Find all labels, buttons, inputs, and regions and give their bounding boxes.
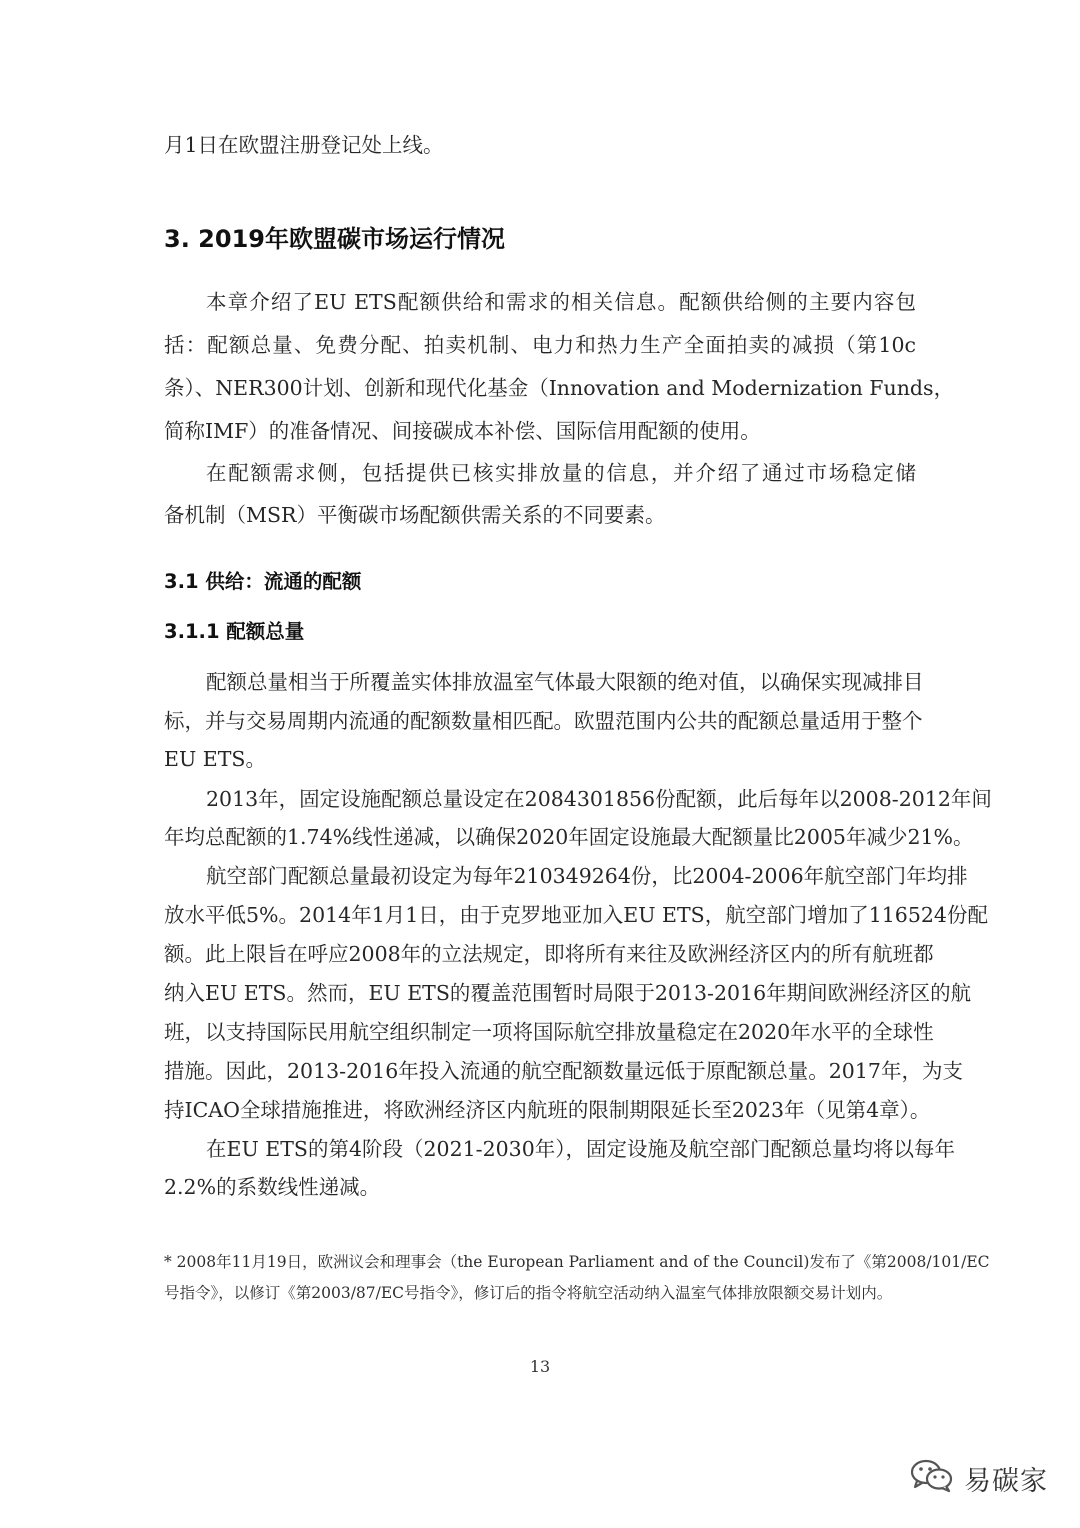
continuation-line: 月1日在欧盟注册登记处上线。 (164, 133, 444, 157)
text-line: 简称IMF）的准备情况、间接碳成本补偿、国际信用配额的使用。 (164, 419, 761, 443)
text-line: 标，并与交易周期内流通的配额数量相匹配。欧盟范围内公共的配额总量适用于整个 (164, 709, 923, 733)
text-line: 纳入EU ETS。然而，EU ETS的覆盖范围暂时局限于2013-2016年期间欧洲经济区的航 (164, 981, 972, 1005)
text-line: 2013年，固定设施配额总量设定在2084301856份配额，此后每年以2008-2012年间 (206, 787, 992, 811)
text-line: 班，以支持国际民用航空组织制定一项将国际航空排放量稳定在2020年水平的全球性 (164, 1020, 934, 1044)
text-line: 配额总量相当于所覆盖实体排放温室气体最大限额的绝对值，以确保实现减排目 (206, 670, 924, 694)
footnote-line: * 2008年11月19日，欧洲议会和理事会（the European Parliament and of the Council)发布了《第2008/101/EC (164, 1253, 990, 1271)
text-line: 条）、NER300计划、创新和现代化基金（Innovation and Modernization Funds， (164, 376, 955, 400)
subsubsection-title: 3.1.1 配额总量 (164, 620, 305, 643)
watermark-text: 易碳家 (964, 1465, 1048, 1497)
text-line: 措施。因此，2013-2016年投入流通的航空配额数量远低于原配额总量。2017年，为支 (164, 1059, 963, 1083)
subsection-title: 3.1 供给：流通的配额 (164, 570, 362, 593)
text-line: 持ICAO全球措施推进，将欧洲经济区内航班的限制期限延长至2023年（见第4章）。 (164, 1098, 931, 1122)
text-line: 额。此上限旨在呼应2008年的立法规定，即将所有来往及欧洲经济区内的所有航班都 (164, 942, 934, 966)
text-line: 放水平低5%。2014年1月1日，由于克罗地亚加入EU ETS，航空部门增加了116524份配 (164, 903, 988, 927)
wechat-icon (910, 1458, 954, 1498)
text-line: 备机制（MSR）平衡碳市场配额供需关系的不同要素。 (164, 503, 666, 527)
text-line: 本章介绍了EU ETS配额供给和需求的相关信息。配额供给侧的主要内容包 (206, 290, 916, 314)
footnote-line: 号指令》，以修订《第2003/87/EC号指令》，修订后的指令将航空活动纳入温室气体排放限额交易计划内。 (164, 1284, 893, 1302)
text-line: 在配额需求侧，包括提供已核实排放量的信息，并介绍了通过市场稳定储 (206, 461, 916, 485)
text-line: 在EU ETS的第4阶段（2021-2030年），固定设施及航空部门配额总量均将以每年 (206, 1137, 955, 1161)
text-line: EU ETS。 (164, 747, 266, 771)
page-number: 13 (529, 1357, 551, 1376)
text-line: 年均总配额的1.74%线性递减，以确保2020年固定设施最大配额量比2005年减少21%。 (164, 825, 974, 849)
watermark (910, 1458, 1048, 1498)
text-line: 括：配额总量、免费分配、拍卖机制、电力和热力生产全面拍卖的减损（第10c (164, 333, 916, 357)
section-title: 3. 2019年欧盟碳市场运行情况 (164, 225, 505, 253)
text-line: 航空部门配额总量最初设定为每年210349264份，比2004-2006年航空部门年均排 (206, 864, 968, 888)
text-line: 2.2%的系数线性递减。 (164, 1175, 381, 1199)
